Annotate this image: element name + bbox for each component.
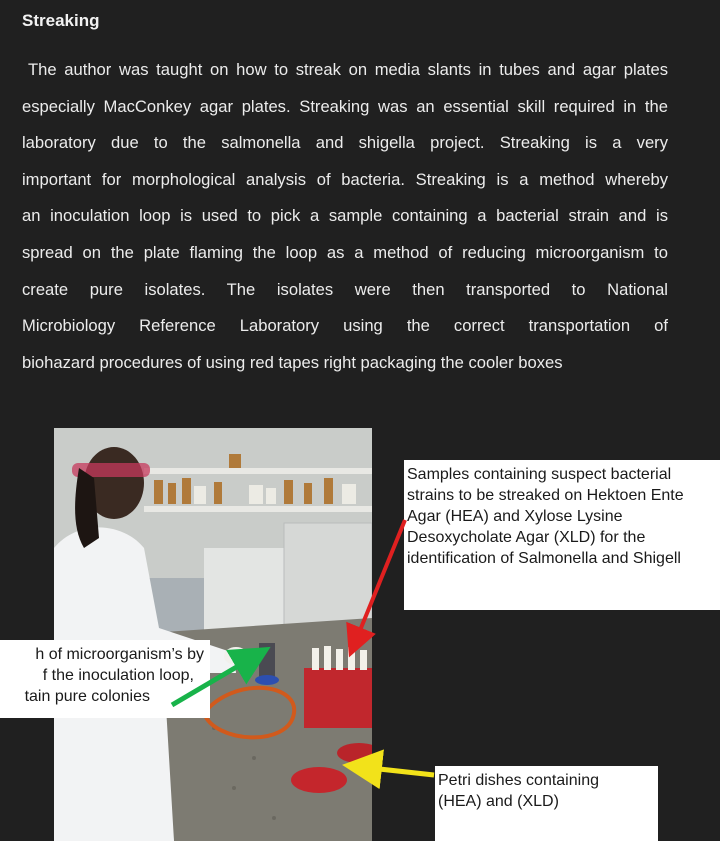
paragraph-line: biohazard procedures of using red tapes right packaging the cooler boxes	[22, 352, 563, 372]
callout-line: Samples containing suspect bacterial	[407, 466, 672, 483]
paragraph-line: an inoculation loop is used to pick a sample containing a bacterial strain and is	[22, 206, 668, 226]
paragraph-line: especially MacConkey agar plates. Streaking was an essential skill required in the	[22, 96, 668, 116]
paragraph-line: laboratory due to the salmonella and shigella project. Streaking is a very	[22, 133, 668, 153]
callout-line: (HEA) and (XLD)	[438, 793, 559, 810]
paragraph-line: spread on the plate flaming the loop as a method of reducing microorganism to	[22, 242, 668, 262]
callout-line: h of microorganism’s by	[35, 646, 204, 663]
callout-line: Desoxycholate Agar (XLD) for the	[407, 529, 646, 546]
paragraph-line: Microbiology Reference Laboratory using the correct transportation of	[22, 316, 668, 336]
callout-line: f the inoculation loop,	[42, 667, 194, 684]
callout-line: strains to be streaked on Hektoen Ente	[407, 487, 684, 504]
paragraph-line: The author was taught on how to streak on media slants in tubes and agar plates	[28, 60, 668, 79]
callout-line: identification of Salmonella and Shigell	[407, 550, 681, 567]
callout-line: Petri dishes containing	[438, 772, 599, 789]
section-heading: Streaking	[22, 11, 100, 30]
red-arrow	[352, 520, 405, 650]
yellow-arrow	[352, 766, 434, 775]
callout-line: Agar (HEA) and Xylose Lysine	[407, 508, 623, 525]
paragraph-line: important for morphological analysis of bacteria. Streaking is a method whereby	[22, 169, 668, 189]
green-arrow	[172, 652, 262, 705]
paragraph-line: create pure isolates. The isolates were then transported to National	[22, 279, 668, 299]
callout-line: tain pure colonies	[24, 688, 150, 705]
